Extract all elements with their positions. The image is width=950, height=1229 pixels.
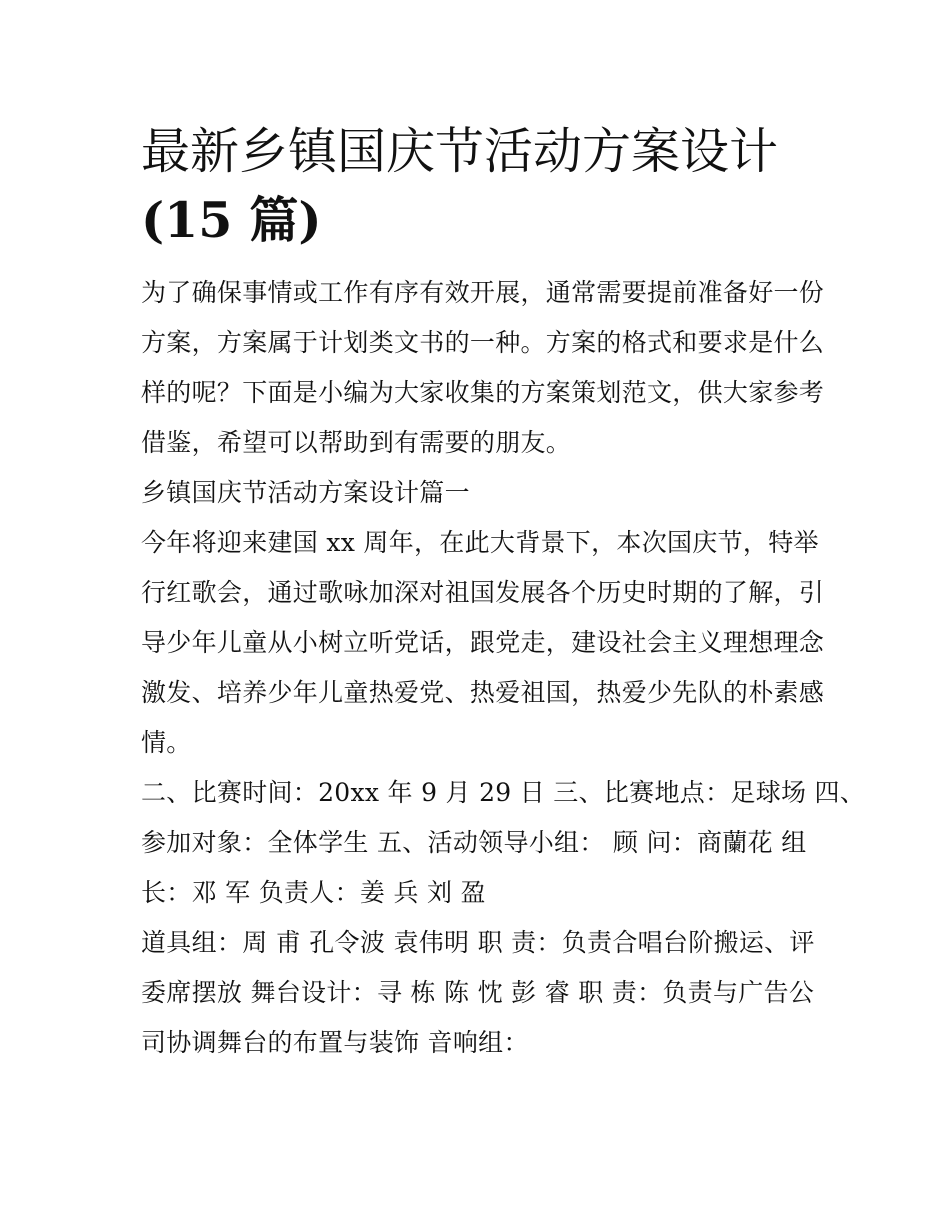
text-line: 样的呢？下面是小编为大家收集的方案策划范文，供大家参考 [141, 378, 825, 407]
text-line: 二、比赛时间：20xx 年 9 月 29 日 三、比赛地点：足球场 四、 [141, 778, 866, 807]
groups-paragraph [141, 918, 815, 1068]
intro-paragraph [141, 268, 825, 468]
text-line: 借鉴，希望可以帮助到有需要的朋友。 [141, 428, 572, 457]
document-title [141, 118, 811, 254]
text-line: 为了确保事情或工作有序有效开展，通常需要提前准备好一份 [141, 278, 825, 307]
text-line: 委席摆放 舞台设计：寻 栋 陈 忱 彭 睿 职 责：负责与广告公 [141, 978, 815, 1007]
document-body [141, 118, 866, 1068]
text-line: 参加对象：全体学生 五、活动领导小组： 顾 问：商蘭花 组 [141, 828, 807, 857]
text-line: 行红歌会，通过歌咏加深对祖国发展各个历史时期的了解，引 [141, 578, 825, 607]
purpose-paragraph [141, 518, 825, 768]
text-line: 乡镇国庆节活动方案设计篇一 [141, 478, 470, 507]
text-line: 司协调舞台的布置与装饰 音响组： [141, 1028, 529, 1057]
text-line: 导少年儿童从小树立听党话，跟党走，建设社会主义理想理念 [141, 628, 825, 657]
text-line: 今年将迎来建国 xx 周年，在此大背景下，本次国庆节，特举 [141, 528, 819, 557]
title-spacing [141, 254, 811, 268]
details-paragraph [141, 768, 866, 918]
text-line: 激发、培养少年儿童热爱党、热爱祖国，热爱少先队的朴素感 [141, 678, 825, 707]
title-count: (15 篇) [141, 191, 322, 249]
text-line: 长：邓 军 负责人：姜 兵 刘 盈 [141, 878, 486, 907]
text-line: 道具组：周 甫 孔令波 袁伟明 职 责：负责合唱台阶搬运、评 [141, 928, 815, 957]
text-line: 方案，方案属于计划类文书的一种。方案的格式和要求是什么 [141, 328, 825, 357]
title-main: 最新乡镇国庆节活动方案设计 [141, 123, 779, 180]
text-line: 情。 [141, 728, 192, 757]
section-heading [141, 468, 811, 518]
